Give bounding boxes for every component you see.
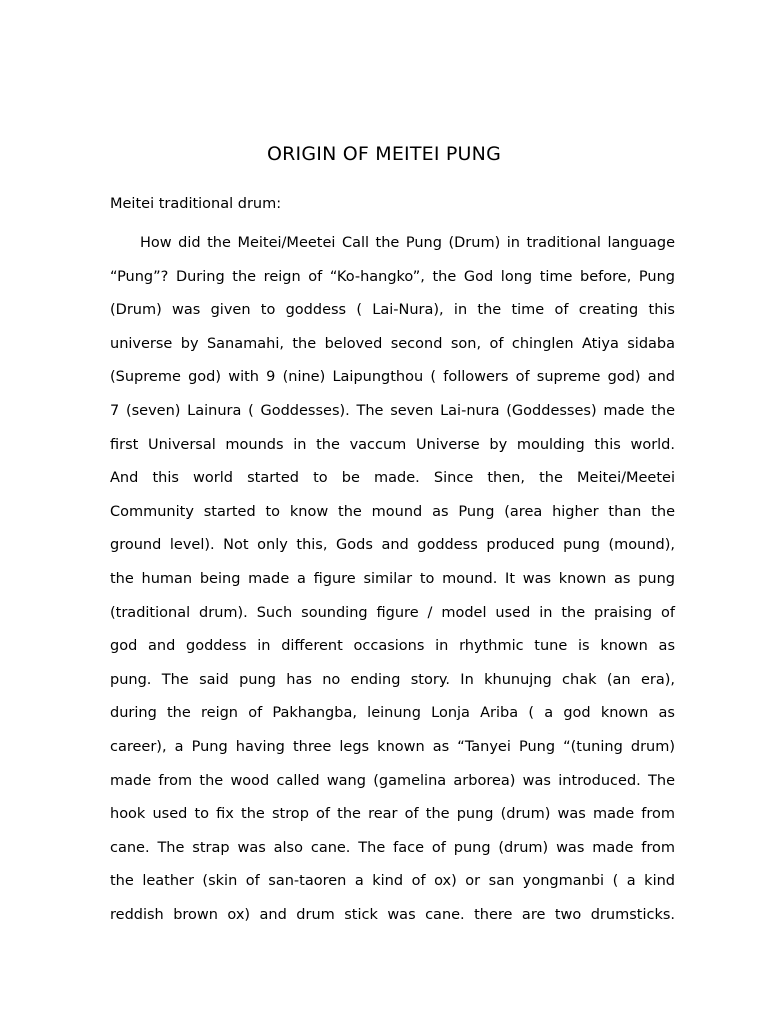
section-subheading: Meitei traditional drum:: [110, 196, 282, 212]
paragraph-line: 7 (seven) Lainura ( Goddesses). The seven Lai-nura (Goddesses) made the: [110, 402, 675, 419]
paragraph-line: How did the Meitei/Meetei Call the Pung (Drum) in traditional language: [140, 235, 675, 251]
body-paragraph: [110, 231, 675, 936]
paragraph-line: “Pung”? During the reign of “Ko-hangko”, the God long time before, Pung: [110, 268, 675, 285]
document-title: ORIGIN OF MEITEI PUNG: [266, 143, 502, 165]
paragraph-line: Community started to know the mound as Pung (area higher than the: [110, 503, 675, 520]
paragraph-line: (traditional drum). Such sounding figure / model used in the praising of: [110, 604, 675, 621]
paragraph-line: career), a Pung having three legs known as “Tanyei Pung “(tuning drum): [110, 738, 675, 755]
paragraph-line: god and goddess in different occasions in rhythmic tune is known as: [110, 638, 675, 655]
paragraph-line: made from the wood called wang (gamelina arborea) was introduced. The: [110, 772, 675, 789]
paragraph-line: pung. The said pung has no ending story. In khunujng chak (an era),: [110, 671, 675, 688]
paragraph-line: first Universal mounds in the vaccum Universe by moulding this world.: [110, 436, 675, 453]
paragraph-line: universe by Sanamahi, the beloved second son, of chinglen Atiya sidaba: [110, 335, 675, 352]
paragraph-line: the leather (skin of san-taoren a kind of ox) or san yongmanbi ( a kind: [110, 873, 675, 890]
paragraph-line: And this world started to be made. Since then, the Meitei/Meetei: [110, 470, 675, 487]
paragraph-line: during the reign of Pakhangba, leinung Lonja Ariba ( a god known as: [110, 705, 675, 722]
paragraph-line: cane. The strap was also cane. The face of pung (drum) was made from: [110, 839, 675, 856]
paragraph-line: (Drum) was given to goddess ( Lai-Nura), in the time of creating this: [110, 302, 675, 319]
paragraph-line: the human being made a figure similar to mound. It was known as pung: [110, 570, 675, 587]
paragraph-line: reddish brown ox) and drum stick was cane. there are two drumsticks.: [110, 906, 675, 923]
paragraph-line: hook used to fix the strop of the rear of the pung (drum) was made from: [110, 806, 675, 823]
paragraph-line: (Supreme god) with 9 (nine) Laipungthou ( followers of supreme god) and: [110, 369, 675, 386]
paragraph-line: ground level). Not only this, Gods and goddess produced pung (mound),: [110, 537, 675, 554]
